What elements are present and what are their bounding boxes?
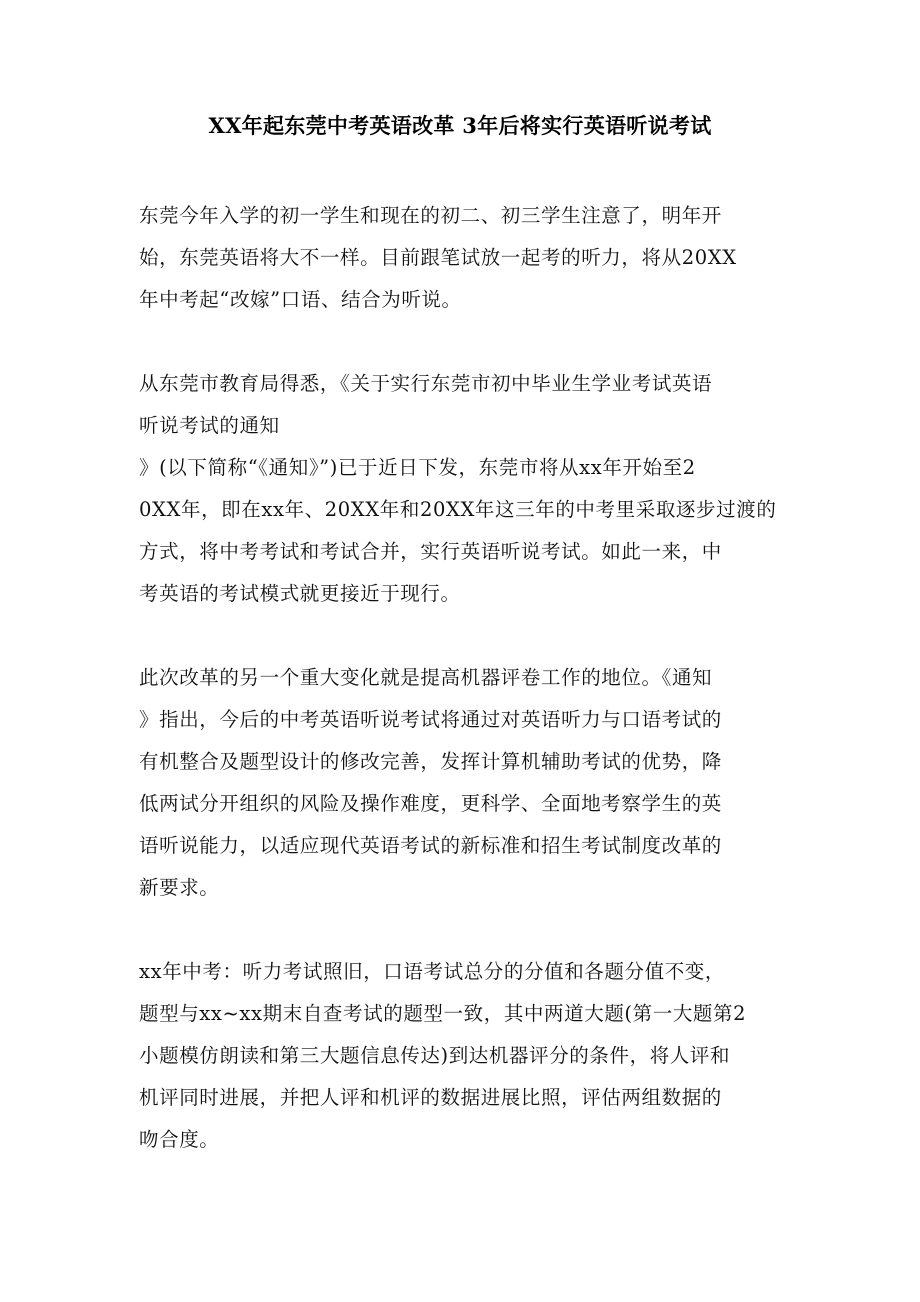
paragraph-line: 语听说能力，以适应现代英语考试的新标准和招生考试制度改革的 (139, 834, 722, 857)
paragraph-line: xx年中考：听力考试照旧，口语考试总分的分值和各题分值不变， (139, 960, 725, 983)
paragraph-line: 听说考试的通知 (139, 414, 280, 437)
paragraph-line: 方式，将中考考试和考试合并，实行英语听说考试。如此一来，中 (139, 540, 722, 563)
paragraph-line: 小题模仿朗读和第三大题信息传达)到达机器评分的条件，将人评和 (139, 1044, 731, 1067)
paragraph-line: 》指出，今后的中考英语听说考试将通过对英语听力与口语考试的 (139, 708, 722, 731)
paragraph-line: 有机整合及题型设计的修改完善，发挥计算机辅助考试的优势，降 (139, 750, 722, 773)
paragraph-line: 机评同时进展，并把人评和机评的数据进展比照，评估两组数据的 (139, 1086, 722, 1109)
paragraph-line: 考英语的考试模式就更接近于现行。 (139, 582, 461, 605)
paragraph-line: 0XX年，即在xx年、20XX年和20XX年这三年的中考里采取逐步过渡的 (139, 498, 777, 521)
paragraph-line: 新要求。 (139, 876, 220, 899)
paragraph-line: 年中考起“改嫁”口语、结合为听说。 (139, 288, 462, 311)
paragraph-line: 题型与xx~xx期末自查考试的题型一致，其中两道大题(第一大题第2 (139, 1002, 747, 1025)
paragraph-line: 从东莞市教育局得悉，《关于实行东莞市初中毕业生学业考试英语 (139, 372, 713, 395)
paragraph-line: 低两试分开组织的风险及操作难度，更科学、全面地考察学生的英 (139, 792, 722, 815)
paragraph-line: 始，东莞英语将大不一样。目前跟笔试放一起考的听力，将从20XX (139, 246, 737, 269)
paragraph-line: 》(以下简称“《通知》”)已于近日下发，东莞市将从xx年开始至2 (139, 456, 696, 479)
paragraph-line: 东莞今年入学的初一学生和现在的初二、初三学生注意了，明年开 (139, 204, 722, 227)
paragraph-line: 此次改革的另一个重大变化就是提高机器评卷工作的地位。《通知 (139, 666, 713, 689)
paragraph-line: 吻合度。 (139, 1128, 220, 1151)
document-title: XX年起东莞中考英语改革 3年后将实行英语听说考试 (208, 113, 712, 138)
